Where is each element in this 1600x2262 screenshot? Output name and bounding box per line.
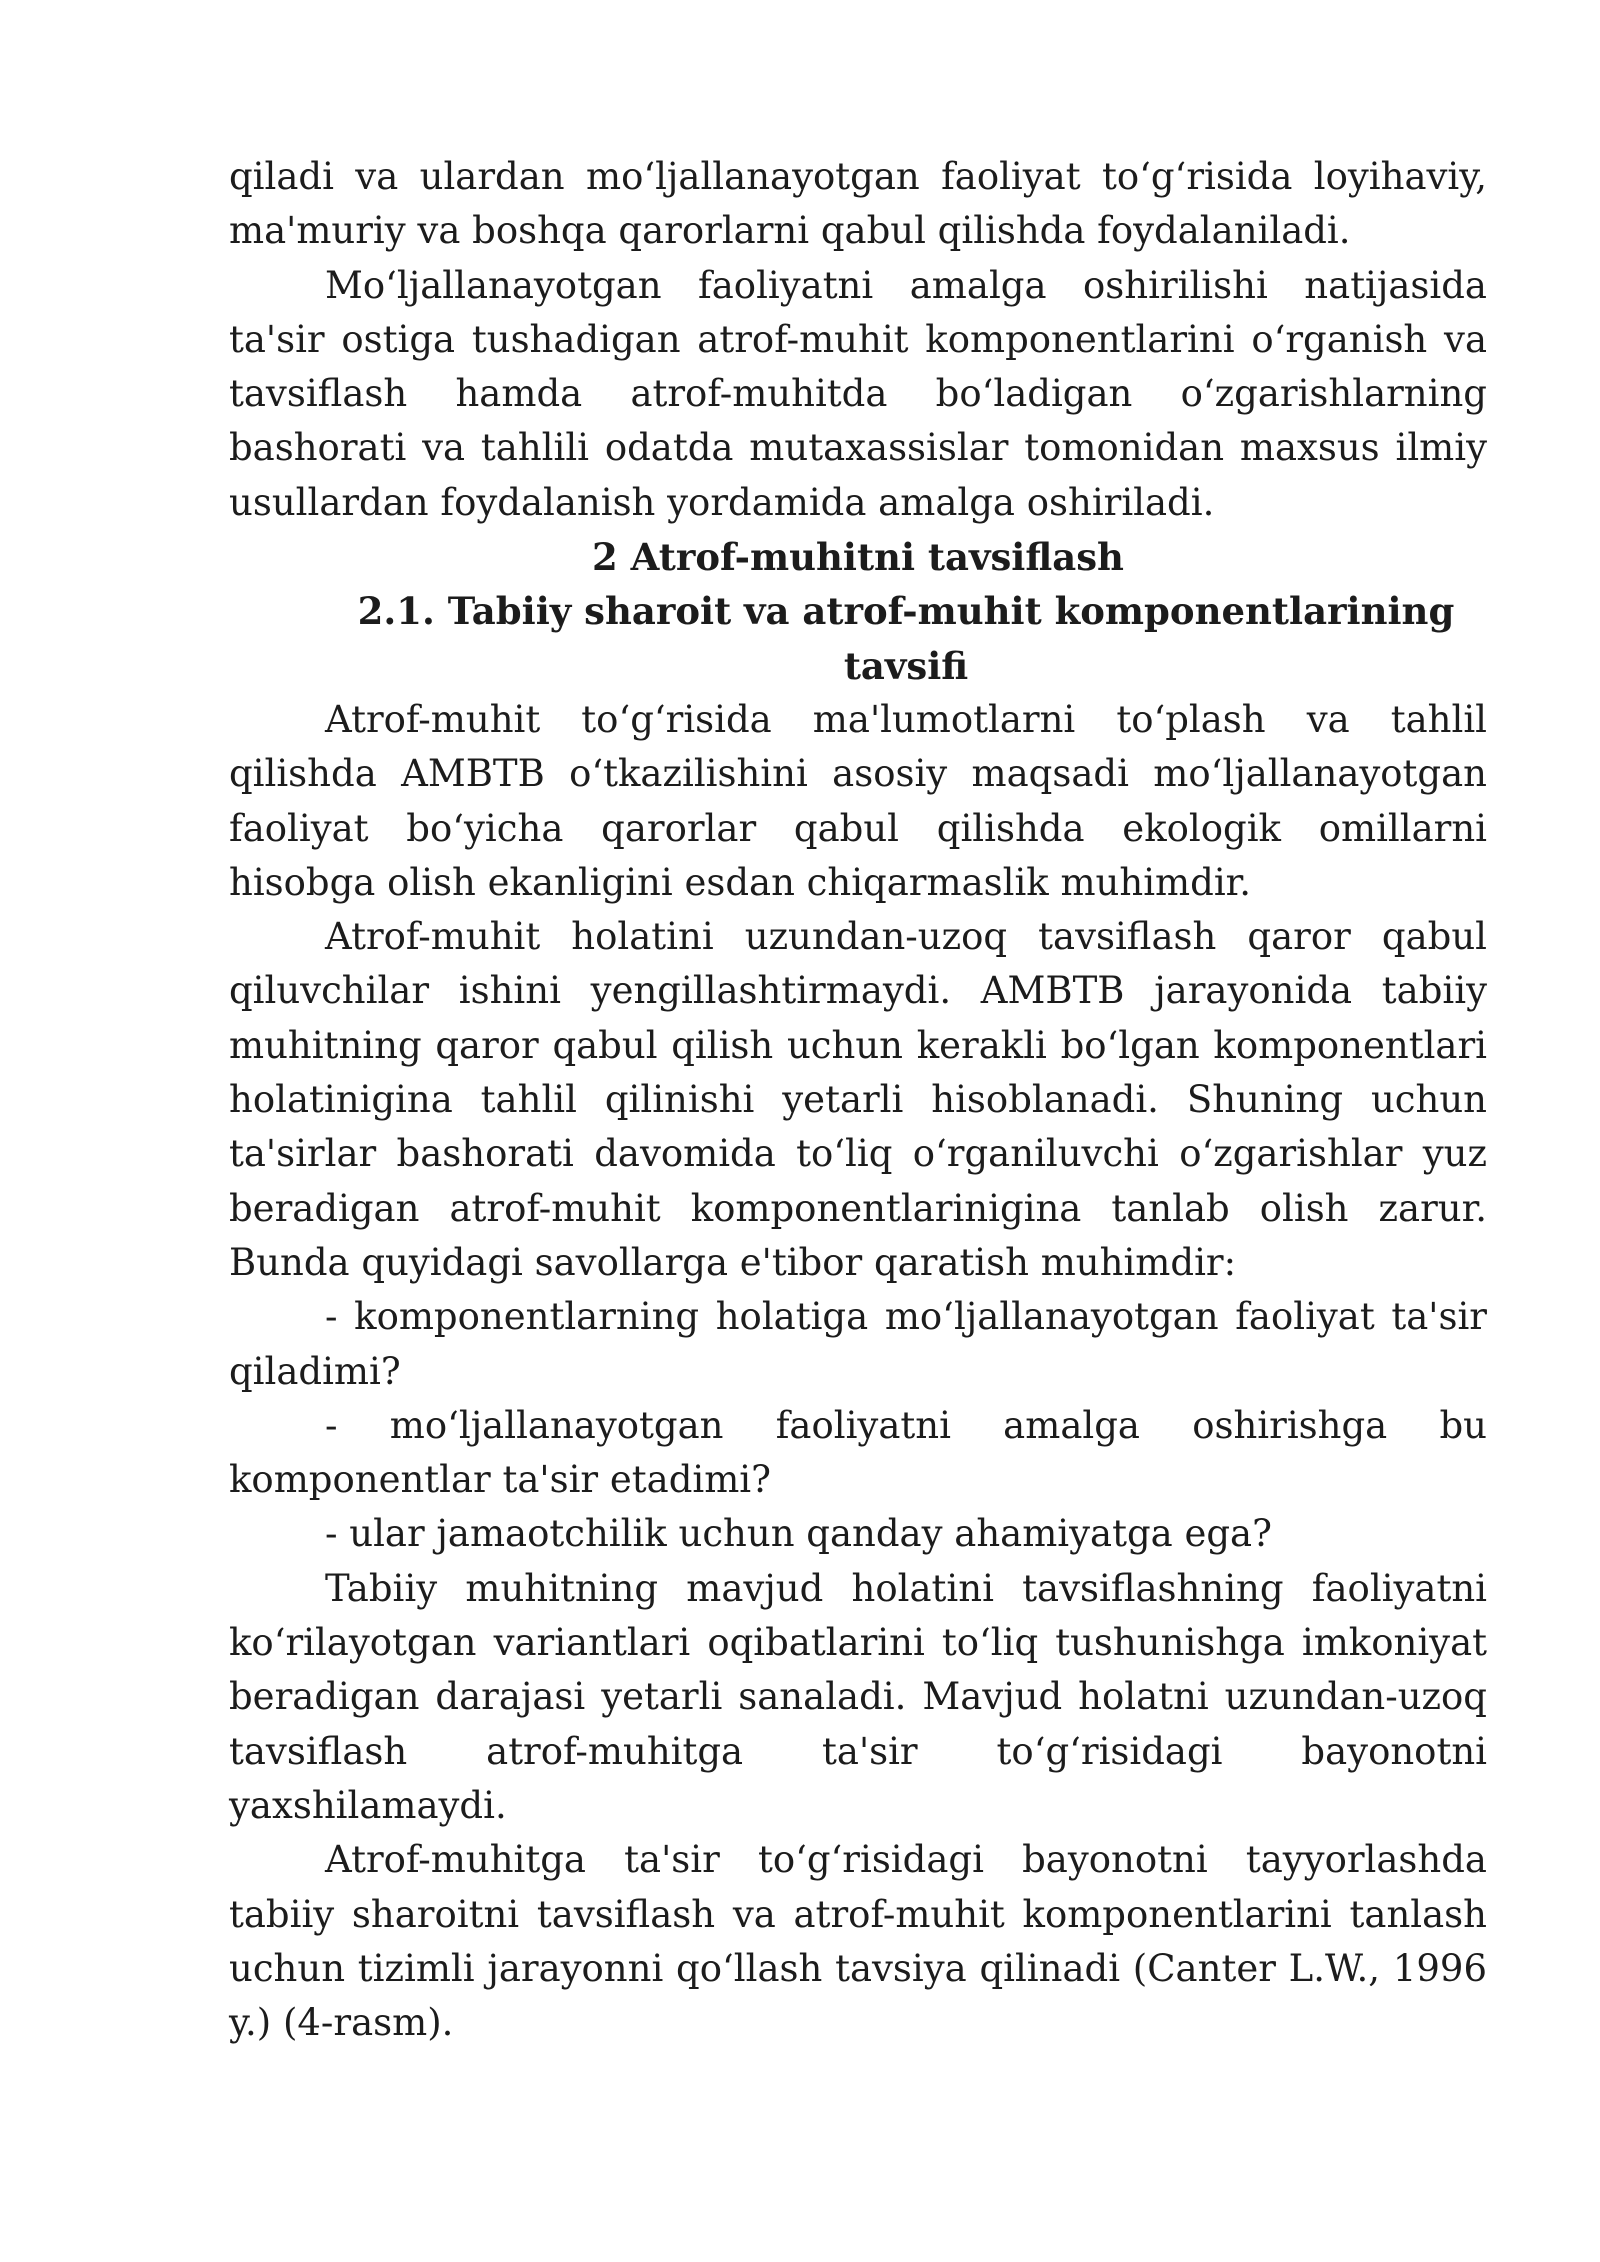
section-heading: 2 Atrof-muhitni tavsiflash <box>592 535 1124 580</box>
paragraph-study-components: Mo‘ljallanayotgan faoliyatni amalga oshirilishi natijasida ta'sir ostiga tushadigan atrof-muhit komponentlarini o‘rganish va tavsiflash hamda atrof-muhitda bo‘ladigan o‘zgarishlarning bashorati va tahlili odatda mutaxassislar tomonidan maxsus ilmiy usullardan foydalanish yordamida amalga oshiriladi. <box>229 263 1487 524</box>
paragraph-systematic-process: Atrof-muhitga ta'sir to‘g‘risidagi bayonotni tayyorlashda tabiiy sharoitni tavsiflash va atrof-muhit komponentlarini tanlash uchun tizimli jarayonni qo‘llash tavsiya qilinadi (Canter L.W., 1996 y.) (4-rasm). <box>229 1838 1487 2045</box>
paragraph-description-scope: Atrof-muhit holatini uzundan-uzoq tavsiflash qaror qabul qiluvchilar ishini yengillashtirmaydi. AMBTB jarayonida tabiiy muhitning qaror qabul qilish uchun kerakli bo‘lgan komponentlari holatinigina tahlil qilinishi yetarli hisoblanadi. Shuning uchun ta'sirlar bashorati davomida to‘liq o‘rganiluvchi o‘zgarishlar yuz beradigan atrof-muhit komponentlarinigina tanlab olish zarur. Bunda quyidagi savollarga e'tibor qaratish muhimdir: <box>229 915 1487 1284</box>
paragraph-continuation: qiladi va ulardan mo‘ljallanayotgan faoliyat to‘g‘risida loyihaviy, ma'muriy va boshqa qarorlarni qabul qilishda foydalaniladi. <box>229 155 1487 253</box>
list-item-question-3: - ular jamaotchilik uchun qanday ahamiyatga ega? <box>325 1512 1272 1556</box>
subsection-heading: 2.1. Tabiiy sharoit va atrof-muhit komponentlarining tavsifi <box>357 589 1455 688</box>
document-page <box>229 150 1487 2050</box>
list-item-question-2: - mo‘ljallanayotgan faoliyatni amalga oshirishga bu komponentlar ta'sir etadimi? <box>229 1403 1487 1502</box>
list-item-question-1: - komponentlarning holatiga mo‘ljallanayotgan faoliyat ta'sir qiladimi? <box>229 1295 1487 1393</box>
paragraph-sufficient-level: Tabiiy muhitning mavjud holatini tavsiflashning faoliyatni ko‘rilayotgan variantlari oqibatlarini to‘liq tushunishga imkoniyat beradigan darajasi yetarli sanaladi. Mavjud holatni uzundan-uzoq tavsiflash atrof-muhitga ta'sir to‘g‘risidagi bayonotni yaxshilamaydi. <box>229 1566 1487 1827</box>
paragraph-data-collection: Atrof-muhit to‘g‘risida ma'lumotlarni to‘plash va tahlil qilishda AMBTB o‘tkazilishini asosiy maqsadi mo‘ljallanayotgan faoliyat bo‘yicha qarorlar qabul qilishda ekologik omillarni hisobga olish ekanligini esdan chiqarmaslik muhimdir. <box>229 697 1487 904</box>
